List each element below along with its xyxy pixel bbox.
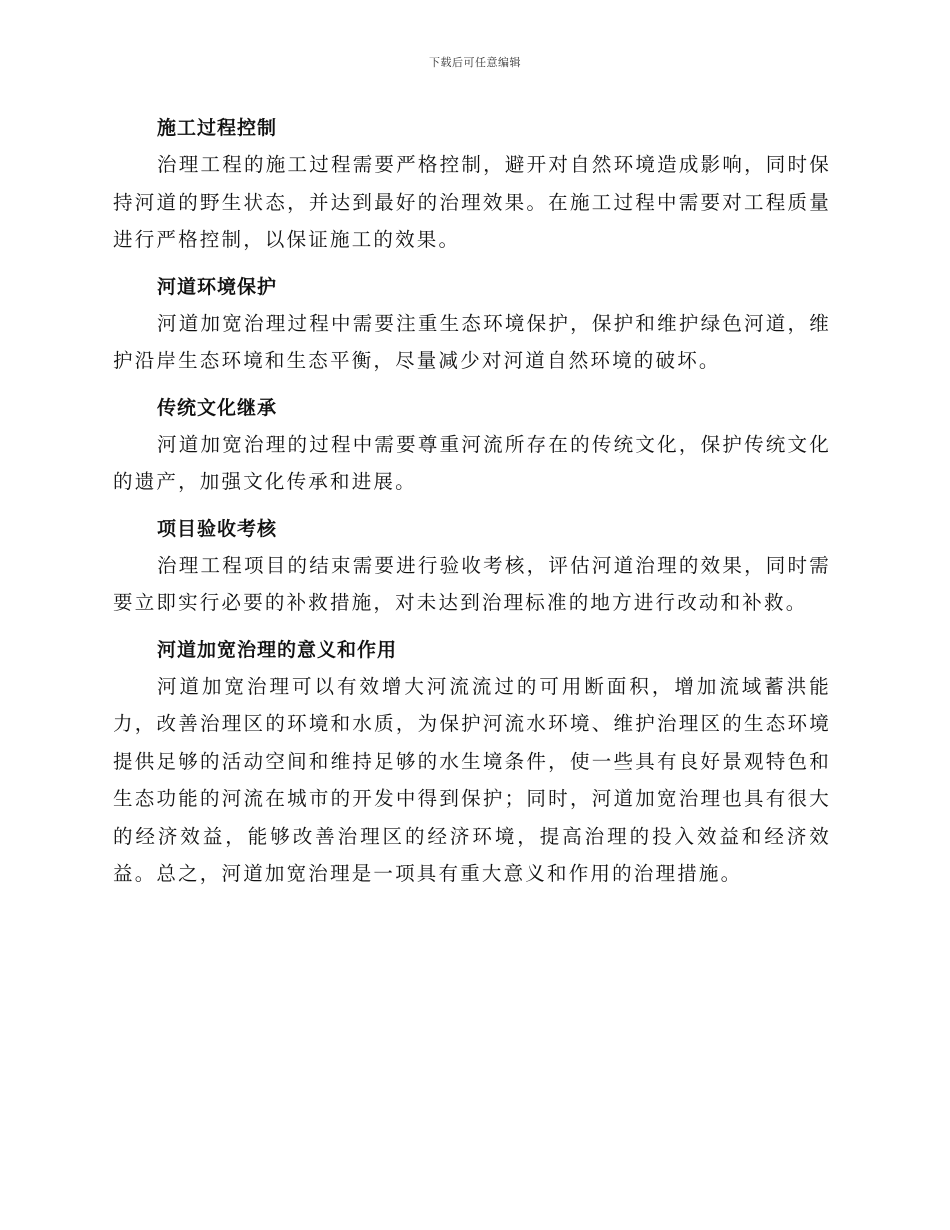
document-body (113, 110, 831, 903)
section-paragraph-river-environment: 河道加宽治理过程中需要注重生态环境保护，保护和维护绿色河道，维护沿岸生态环境和生态平衡，尽量减少对河道自然环境的破坏。 (113, 311, 831, 372)
section-heading-river-environment: 河道环境保护 (157, 275, 278, 298)
section-paragraph-cultural-heritage: 河道加宽治理的过程中需要尊重河流所存在的传统文化，保护传统文化的遗产，加强文化传承和进展。 (113, 432, 831, 493)
section-paragraph-construction-control: 治理工程的施工过程需要严格控制，避开对自然环境造成影响，同时保持河道的野生状态，并达到最好的治理效果。在施工过程中需要对工程质量进行严格控制，以保证施工的效果。 (113, 153, 831, 251)
section-paragraph-significance: 河道加宽治理可以有效增大河流流过的可用断面积，增加流域蓄洪能力，改善治理区的环境和水质，为保护河流水环境、维护治理区的生态环境提供足够的活动空间和维持足够的水生境条件，使一些具有良好景观特色和生态功能的河流在城市的开发中得到保护；同时，河道加宽治理也具有很大的经济效益，能够改善治理区的经济环境，提高治理的投入效益和经济效益。总之，河道加宽治理是一项具有重大意义和作用的治理措施。 (113, 674, 831, 885)
section-heading-cultural-heritage: 传统文化继承 (157, 396, 278, 419)
section-paragraph-project-acceptance: 治理工程项目的结束需要进行验收考核，评估河道治理的效果，同时需要立即实行必要的补救措施，对未达到治理标准的地方进行改动和补救。 (113, 553, 831, 614)
section-heading-significance: 河道加宽治理的意义和作用 (157, 638, 398, 661)
page-header: 下载后可任意编辑 (429, 56, 521, 69)
section-heading-construction-control: 施工过程控制 (157, 117, 278, 139)
section-heading-project-acceptance: 项目验收考核 (157, 517, 278, 540)
